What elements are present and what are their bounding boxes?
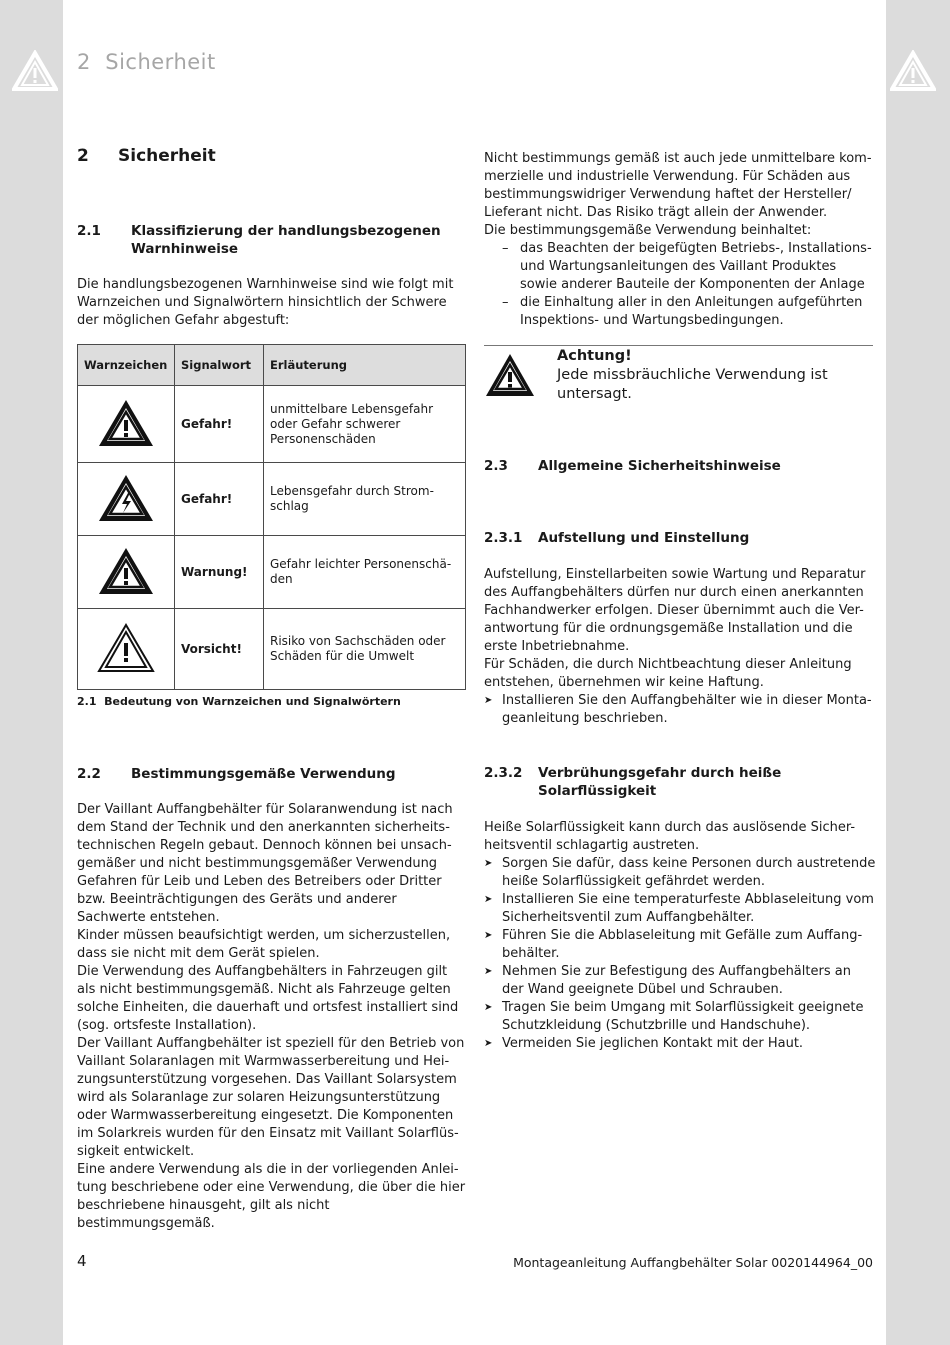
scalding-steps bbox=[484, 855, 876, 1053]
intended-use-continued: Nicht bestimmungs gemäß ist auch jede unmittelbare kom-merzielle und industrielle Verwendung. Für Schäden aus bestimmungswidriger Verwendung haftet der Hersteller/ Lieferant nicht. Das Risiko trägt allein der Anwender. Die bestimmungsgemäße Verwendung beinhaltet: – das Beachten der beigefügten Betriebs-, Installations- und Wartungsanleitungen des Vaillant Produktes sowie anderer Bauteile der Komponenten der Anlage – die Einhaltung aller in den Anleitungen aufgeführten Inspektions- und Wartungsbedingungen. bbox=[484, 150, 876, 330]
subsection-heading-2-1: 2.1 Klassifizierung der handlungsbezogenen Warnhinweise bbox=[77, 223, 441, 257]
warning-signs-table bbox=[77, 344, 466, 690]
subsection-heading-2-3: 2.3 Allgemeine Sicherheitshinweise bbox=[484, 458, 781, 474]
signal-word: Gefahr! bbox=[175, 386, 264, 463]
list-item: ➤ Installieren Sie eine temperaturfeste Abblaseleitung vom Sicherheitsventil zum Auffangbehälter. bbox=[484, 891, 876, 927]
warning-symbol-cell bbox=[78, 609, 175, 690]
warning-triangle-icon bbox=[97, 398, 155, 448]
table-row bbox=[78, 609, 466, 690]
table-header-cell: Erläuterung bbox=[264, 345, 466, 386]
table-row bbox=[78, 386, 466, 463]
warning-symbol-cell bbox=[78, 463, 175, 536]
table-header-cell: Warnzeichen bbox=[78, 345, 175, 386]
list-item: ➤ Tragen Sie beim Umgang mit Solarflüssigkeit geeignete Schutzkleidung (Schutzbrille und Handschuhe). bbox=[484, 999, 876, 1035]
warning-triangle-icon bbox=[97, 546, 155, 596]
achtung-message: Jede missbräuchliche Verwendung ist untersagt. bbox=[557, 367, 828, 402]
list-item: ➤ Vermeiden Sie jeglichen Kontakt mit der Haut. bbox=[484, 1035, 876, 1053]
table-header-cell: Signalwort bbox=[175, 345, 264, 386]
installation-text: Aufstellung, Einstellarbeiten sowie Wartung und Reparatur des Auffangbehälters dürfen nur durch einen anerkannten Fachhandwerker erfolgen. Dieser übernimmt auch die Ver-antwortung für die ordnungsgemäße Installation und die erste Inbetriebnahme. Für Schäden, die durch Nichtbeachtung dieser Anleitung entstehen, übernehmen wir keine Haftung. ➤ Installieren Sie den Auffangbehälter wie in dieser Monta-geanleitung beschrieben. bbox=[484, 566, 876, 728]
running-header bbox=[77, 50, 216, 74]
electric-shock-icon bbox=[97, 473, 155, 523]
signal-word: Gefahr! bbox=[175, 463, 264, 536]
table-header-row bbox=[78, 345, 466, 386]
warning-symbol-cell bbox=[78, 386, 175, 463]
document-title: Montageanleitung Auffangbehälter Solar 0020144964_00 bbox=[513, 1255, 873, 1270]
explanation: Gefahr leichter Personenschä-den bbox=[264, 536, 466, 609]
margin-warning-icon bbox=[12, 50, 58, 92]
signal-word: Warnung! bbox=[175, 536, 264, 609]
warning-triangle-icon bbox=[484, 352, 536, 398]
achtung-notice bbox=[557, 347, 857, 404]
list-item: ➤ Sorgen Sie dafür, dass keine Personen durch austretende heiße Solarflüssigkeit gefährdet werden. bbox=[484, 855, 876, 891]
scalding-text: Heiße Solarflüssigkeit kann durch das auslösende Sicher-heitsventil schlagartig austreten. ➤ Sorgen Sie dafür, dass keine Personen durch austretende heiße Solarflüssigkeit gefährdet werden. ➤ Installieren Sie eine temperaturfeste Abblaseleitung vom Sicherheitsventil zum Auffangbehälter. ➤ Führen Sie die Abblaseleitung mit Gefälle zum Auffang-behälter. ➤ Nehmen Sie zur Befestigung des Auffangbehälters an der Wand geeignete Dübel und Schrauben. ➤ Tragen Sie beim Umgang mit Solarflüssigkeit geeignete Schutzkleidung (Schutzbrille und Handschuhe). ➤ Vermeiden Sie jeglichen Kontakt mit der Haut. bbox=[484, 819, 876, 1053]
installation-steps bbox=[484, 692, 876, 728]
subsection-heading-2-3-2: 2.3.2 Verbrühungsgefahr durch heiße Solarflüssigkeit bbox=[484, 765, 782, 799]
signal-word: Vorsicht! bbox=[175, 609, 264, 690]
table-row bbox=[78, 463, 466, 536]
caution-outline-triangle-icon bbox=[97, 623, 155, 673]
intended-use-text: Der Vaillant Auffangbehälter für Solaranwendung ist nach dem Stand der Technik und den anerkannten sicherheits-technischen Regeln gebaut. Dennoch können bei unsach-gemäßer und nicht bestimmungsgemäßer Verwendung Gefahren für Leib und Leben des Betreibers oder Dritter bzw. Beeinträchtigungen des Geräts und anderer Sachwerte entstehen. Kinder müssen beaufsichtigt werden, um sicherzustellen, dass sie nicht mit dem Gerät spielen. Die Verwendung des Auffangbehälters in Fahrzeugen gilt als nicht bestimmungsgemäß. Nicht als Fahrzeuge gelten solche Einheiten, die dauerhaft und ortsfest installiert sind (sog. ortsfeste Installation). Der Vaillant Auffangbehälter ist speziell für den Betrieb von Vaillant Solaranlagen mit Warmwasserbereitung und Hei-zungsunterstützung vorgesehen. Das Vaillant Solarsystem wird als Solaranlage zur solaren Heizungsunterstützung oder Warmwasserbereitung eingesetzt. Die Komponenten im Solarkreis wurden für den Einsatz mit Vaillant Solarflüs-sigkeit entwickelt. Eine andere Verwendung als die in der vorliegenden Anlei-tung beschriebene oder eine Verwendung, die über die hier beschriebene hinausgeht, gilt als nicht bestimmungsgemäß. bbox=[77, 802, 466, 1231]
subsection-heading-2-2: 2.2 Bestimmungsgemäße Verwendung bbox=[77, 766, 396, 782]
list-item: – das Beachten der beigefügten Betriebs-, Installations- und Wartungsanleitungen des Vaillant Produktes sowie anderer Bauteile der Komponenten der Anlage bbox=[484, 240, 876, 294]
list-item: – die Einhaltung aller in den Anleitungen aufgeführten Inspektions- und Wartungsbedingungen. bbox=[484, 294, 876, 330]
achtung-heading: Achtung! bbox=[557, 348, 632, 364]
list-item: ➤ Nehmen Sie zur Befestigung des Auffangbehälters an der Wand geeignete Dübel und Schrauben. bbox=[484, 963, 876, 999]
list-item: ➤ Installieren Sie den Auffangbehälter wie in dieser Monta-geanleitung beschrieben. bbox=[484, 692, 876, 728]
warning-symbol-cell bbox=[78, 536, 175, 609]
table-row bbox=[78, 536, 466, 609]
margin-warning-icon bbox=[890, 50, 936, 92]
divider bbox=[484, 345, 873, 346]
section-heading: 2 Sicherheit bbox=[77, 146, 216, 166]
page-number: 4 bbox=[77, 1252, 87, 1270]
intended-use-list bbox=[484, 240, 876, 330]
subsection-heading-2-3-1: 2.3.1 Aufstellung und Einstellung bbox=[484, 530, 750, 546]
explanation: Lebensgefahr durch Strom-schlag bbox=[264, 463, 466, 536]
intro-paragraph: Die handlungsbezogenen Warnhinweise sind wie folgt mit Warnzeichen und Signalwörtern hinsichtlich der Schwere der möglichen Gefahr abgestuft: bbox=[77, 277, 454, 328]
table-caption: 2.1 Bedeutung von Warnzeichen und Signalwörtern bbox=[77, 695, 401, 708]
explanation: unmittelbare Lebensgefahr oder Gefahr schwerer Personenschäden bbox=[264, 386, 466, 463]
explanation: Risiko von Sachschäden oder Schäden für die Umwelt bbox=[264, 609, 466, 690]
running-header-title: Sicherheit bbox=[105, 50, 216, 74]
list-item: ➤ Führen Sie die Abblaseleitung mit Gefälle zum Auffang-behälter. bbox=[484, 927, 876, 963]
running-header-number: 2 bbox=[77, 50, 91, 74]
